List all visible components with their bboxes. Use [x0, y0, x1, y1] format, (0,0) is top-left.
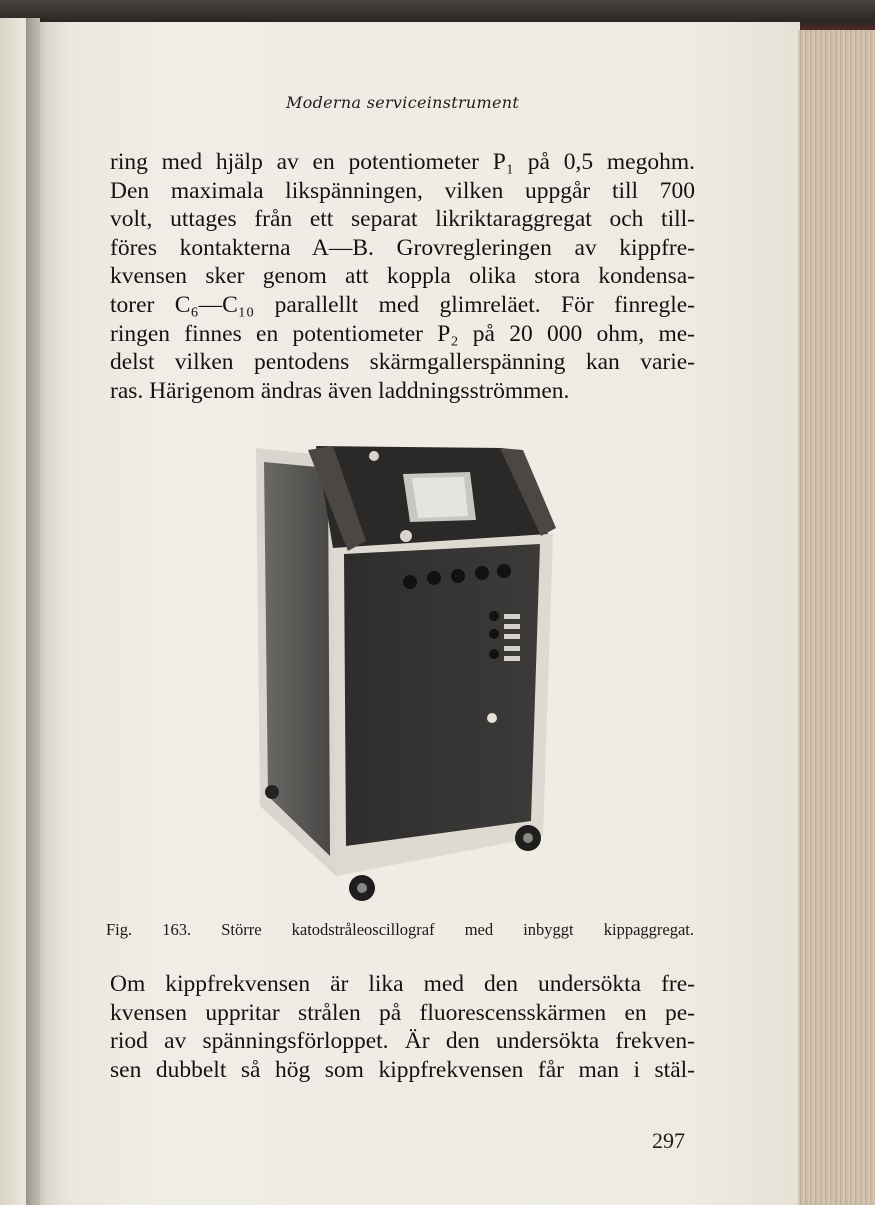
- paragraph-2: [110, 970, 695, 1084]
- paragraph-1: [110, 148, 695, 405]
- page-stack-edges: [798, 30, 875, 1205]
- wheel: [265, 785, 279, 799]
- text-line: Den maximala likspänningen, vilken uppgår till 700: [110, 177, 695, 204]
- figure-caption: Fig. 163. Större katodstråleoscillograf med inbyggt kippaggregat.: [106, 920, 694, 939]
- top-knob: [369, 451, 379, 461]
- text-line: ring med hjälp av en potentiometer P₁ på 0,5 megohm.: [110, 149, 695, 175]
- text-line: delst vilken pentodens skärmgallerspänning kan varie-: [110, 349, 695, 376]
- crt-screen: [412, 477, 468, 518]
- cabinet-front-panel: [344, 544, 540, 846]
- text-line: föres kontakterna A—B. Grovregleringen av kippfre-: [110, 234, 695, 261]
- text-line: ras. Härigenom ändras även laddningsströmmen.: [110, 377, 570, 404]
- oscillograph-photo: [238, 436, 568, 916]
- page-number: 297: [652, 1128, 685, 1153]
- text-line: kvensen sker genom att koppla olika stora kondensa-: [110, 263, 695, 290]
- running-header: Moderna serviceinstrument: [286, 93, 520, 112]
- text-line: sen dubbelt så hög som kippfrekvensen får man i stäl-: [110, 1056, 695, 1083]
- text-line: Om kippfrekvensen är lika med den undersökta fre-: [110, 971, 695, 997]
- text-line: ringen finnes en potentiometer P₂ på 20 000 ohm, me-: [110, 320, 695, 347]
- text-line: volt, uttages från ett separat likriktaraggregat och till-: [110, 206, 695, 233]
- text-line: kvensen uppritar strålen på fluorescensskärmen en pe-: [110, 999, 695, 1026]
- text-line: torer C₆—C₁₀ parallellt med glimreläet. För finregle-: [110, 291, 695, 318]
- page-gutter-shadow: [26, 18, 48, 1205]
- text-line: riod av spänningsförloppet. Är den undersökta frekven-: [110, 1028, 695, 1055]
- indicator-lamp: [400, 530, 412, 542]
